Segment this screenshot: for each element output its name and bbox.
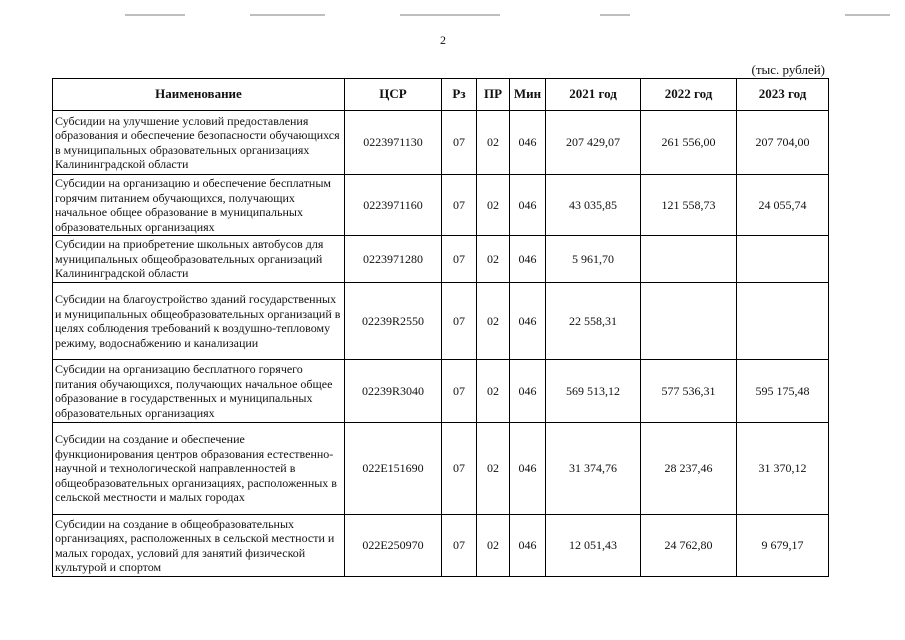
table-row bbox=[53, 111, 829, 175]
row-2023: 24 055,74 bbox=[737, 175, 829, 236]
header-rz: Рз bbox=[442, 79, 477, 111]
scan-artifact bbox=[250, 14, 325, 16]
units-label: (тыс. рублей) bbox=[751, 62, 825, 77]
scan-artifact bbox=[845, 14, 890, 16]
table-header-row bbox=[53, 79, 829, 111]
row-name: Субсидии на создание и обеспечение функционирования центров образования естественно-научной и технологической направленностей в общеобразовательных организациях, расположенных в сельской местности и малых городах bbox=[53, 423, 345, 515]
row-2022: 24 762,80 bbox=[641, 515, 737, 577]
row-min: 046 bbox=[510, 423, 546, 515]
row-min: 046 bbox=[510, 111, 546, 175]
row-2023: 31 370,12 bbox=[737, 423, 829, 515]
row-2021: 31 374,76 bbox=[546, 423, 641, 515]
row-rz: 07 bbox=[442, 111, 477, 175]
row-2022 bbox=[641, 283, 737, 360]
scan-artifact bbox=[400, 14, 500, 16]
row-pr: 02 bbox=[477, 175, 510, 236]
header-min: Мин bbox=[510, 79, 546, 111]
row-2022: 28 237,46 bbox=[641, 423, 737, 515]
table-row bbox=[53, 236, 829, 283]
row-min: 046 bbox=[510, 360, 546, 423]
table-row bbox=[53, 515, 829, 577]
header-csr: ЦСР bbox=[345, 79, 442, 111]
row-2022: 121 558,73 bbox=[641, 175, 737, 236]
row-csr: 02239R2550 bbox=[345, 283, 442, 360]
header-name: Наименование bbox=[53, 79, 345, 111]
row-csr: 022E250970 bbox=[345, 515, 442, 577]
row-rz: 07 bbox=[442, 515, 477, 577]
row-pr: 02 bbox=[477, 111, 510, 175]
budget-table bbox=[52, 78, 829, 577]
header-pr: ПР bbox=[477, 79, 510, 111]
row-name: Субсидии на создание в общеобразовательных организациях, расположенных в сельской местности и малых городах, условий для занятий физической культурой и спортом bbox=[53, 515, 345, 577]
table-row bbox=[53, 423, 829, 515]
row-min: 046 bbox=[510, 283, 546, 360]
row-min: 046 bbox=[510, 515, 546, 577]
row-rz: 07 bbox=[442, 283, 477, 360]
row-rz: 07 bbox=[442, 236, 477, 283]
row-name: Субсидии на благоустройство зданий государственных и муниципальных общеобразовательных организаций в целях соблюдения требований к воздушно-тепловому режиму, водоснабжению и канализации bbox=[53, 283, 345, 360]
row-2023 bbox=[737, 283, 829, 360]
row-pr: 02 bbox=[477, 423, 510, 515]
row-csr: 0223971280 bbox=[345, 236, 442, 283]
row-name: Субсидии на улучшение условий предоставления образования и обеспечение безопасности обучающихся в муниципальных образовательных организациях Калининградской области bbox=[53, 111, 345, 175]
header-2021: 2021 год bbox=[546, 79, 641, 111]
row-2022: 261 556,00 bbox=[641, 111, 737, 175]
row-2022 bbox=[641, 236, 737, 283]
header-2022: 2022 год bbox=[641, 79, 737, 111]
row-2021: 5 961,70 bbox=[546, 236, 641, 283]
table-row bbox=[53, 283, 829, 360]
row-csr: 0223971130 bbox=[345, 111, 442, 175]
row-name: Субсидии на приобретение школьных автобусов для муниципальных общеобразовательных организаций Калининградской области bbox=[53, 236, 345, 283]
table-row bbox=[53, 175, 829, 236]
row-rz: 07 bbox=[442, 175, 477, 236]
row-2023: 9 679,17 bbox=[737, 515, 829, 577]
row-2022: 577 536,31 bbox=[641, 360, 737, 423]
page-number: 2 bbox=[440, 33, 446, 47]
header-2023: 2023 год bbox=[737, 79, 829, 111]
table-row bbox=[53, 360, 829, 423]
row-min: 046 bbox=[510, 175, 546, 236]
row-2021: 207 429,07 bbox=[546, 111, 641, 175]
row-min: 046 bbox=[510, 236, 546, 283]
scan-artifact bbox=[600, 14, 630, 16]
row-2023: 207 704,00 bbox=[737, 111, 829, 175]
row-pr: 02 bbox=[477, 360, 510, 423]
row-pr: 02 bbox=[477, 515, 510, 577]
row-pr: 02 bbox=[477, 283, 510, 360]
row-csr: 022E151690 bbox=[345, 423, 442, 515]
row-2021: 22 558,31 bbox=[546, 283, 641, 360]
row-2023 bbox=[737, 236, 829, 283]
row-rz: 07 bbox=[442, 423, 477, 515]
row-2021: 43 035,85 bbox=[546, 175, 641, 236]
row-name: Субсидии на организацию и обеспечение бесплатным горячим питанием обучающихся, получающих начальное общее образование в муниципальных образовательных организациях bbox=[53, 175, 345, 236]
scan-artifact bbox=[125, 14, 185, 16]
row-csr: 02239R3040 bbox=[345, 360, 442, 423]
row-rz: 07 bbox=[442, 360, 477, 423]
row-pr: 02 bbox=[477, 236, 510, 283]
row-2021: 12 051,43 bbox=[546, 515, 641, 577]
row-name: Субсидии на организацию бесплатного горячего питания обучающихся, получающих начальное общее образование в государственных и муниципальных образовательных организациях bbox=[53, 360, 345, 423]
row-2021: 569 513,12 bbox=[546, 360, 641, 423]
row-2023: 595 175,48 bbox=[737, 360, 829, 423]
row-csr: 0223971160 bbox=[345, 175, 442, 236]
